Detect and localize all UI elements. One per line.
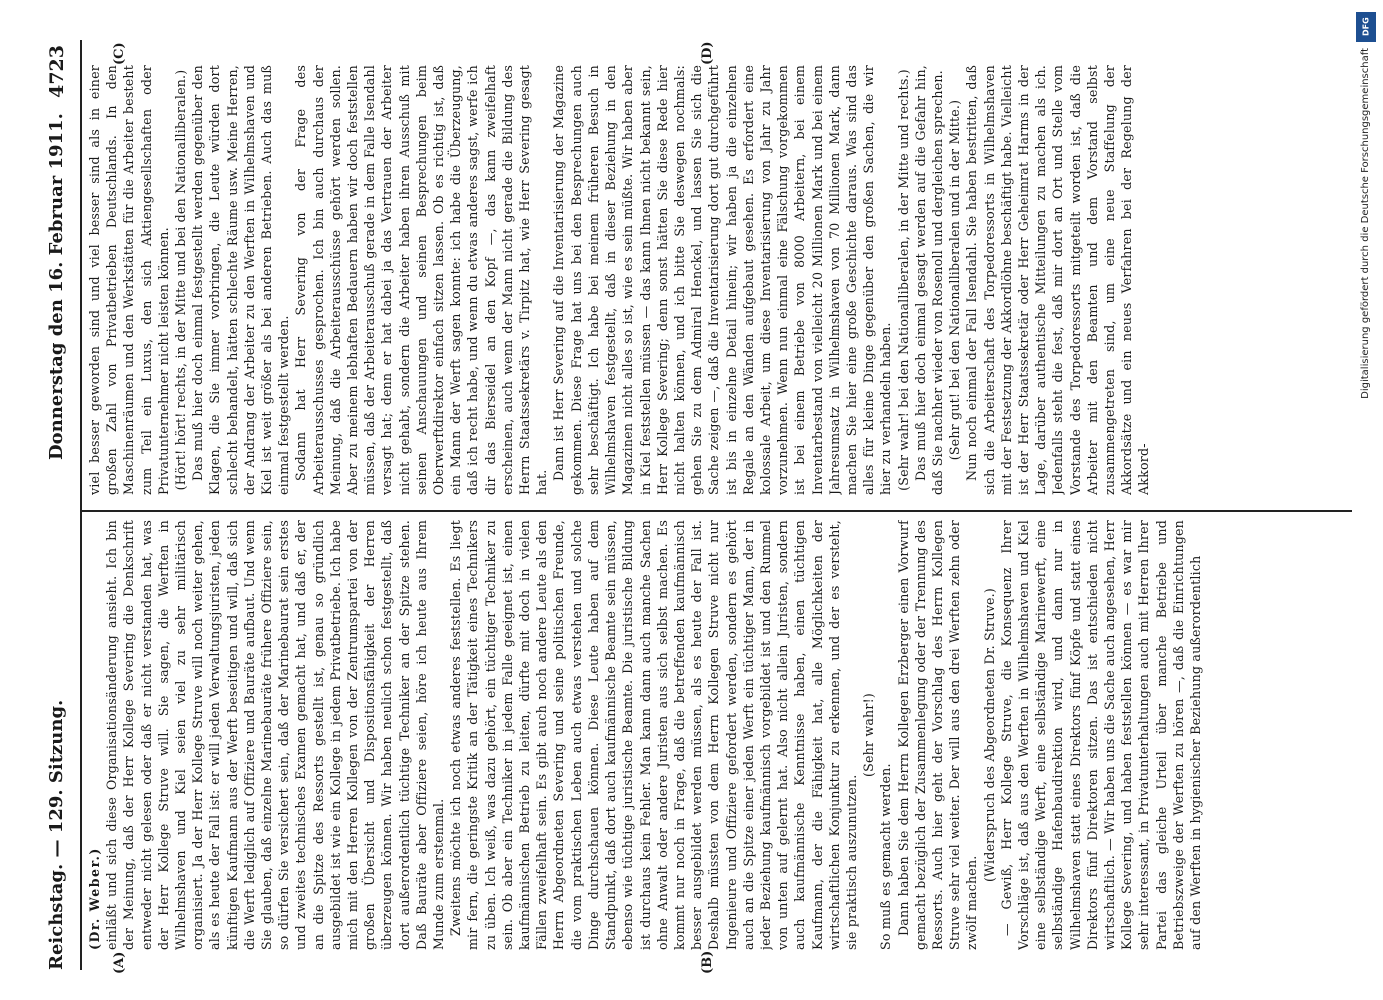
digitization-credit (1352, 8, 1380, 998)
interjection: (Hört! hört! rechts, in der Mitte und bei den Nationalliberalen.) (173, 69, 189, 491)
interjection: (Sehr wahr!) (861, 693, 877, 777)
paragraph: Sodann hat Herr Severing von der Frage des Arbeiterausschusses gesprochen. Ich bin auch durchaus der Meinung, daß die Arbeiterausschüsse gehört werden sollen. Aber zu meinem lebhaften Bedauern haben wir doch feststellen müssen, daß der Arbeiterausschuß gerade in dem Falle Isendahl versagt hat; denn er hat dabei ja das Vertrauen der Arbeiter nicht gehabt, sondern die Arbeiter haben ihren Ausschuß mit seinen Anschauungen und seinen Besprechungen beim Oberwerftdirektor einfach sitzen lassen. Ob es richtig ist, daß ein Mann der Werft sagen konnte: ich habe die Überzeugung, daß ich recht habe, und wenn du etwas anderes sagst, werfe ich dir das Bierseidel an den Kopf —, das kann zweifelhaft erscheinen, auch wenn der Mann nicht gerade die Bildung des Herrn Staatssekretärs v. Tirpitz hat, wie Herr Severing gesagt hat. (293, 65, 550, 495)
interjection: (Sehr gut! bei den Nationalliberalen und in der Mitte.) (947, 99, 963, 461)
paragraph: Das muß hier doch einmal festgestellt werden gegenüber den Klagen, die Sie immer vorbringen, die Leute würden dort schlecht behandelt, hätten schlechte Räume usw. Meine Herren, der Andrang der Arbeiter zu den Werften in Wilhelmshaven und Kiel ist weit größer als bei anderen Betrieben. Auch das muß einmal festgestellt werden. (190, 65, 292, 495)
credit-text: Digitalisierung gefördert durch die Deutsche Forschungsgemeinschaft (1360, 48, 1371, 399)
page-number: 4723 (46, 45, 68, 98)
page-header (40, 45, 80, 970)
paragraph: Zweitens möchte ich noch etwas anderes feststellen. Es liegt mir fern, die geringste Kritik an der Tätigkeit eines Technikers zu üben. Ich weiß, was dazu gehört, ein tüchtiger Techniker zu sein. Ob aber ein Techniker in jedem Falle geeignet ist, einen kaufmännischen Betrieb zu leiten, dürfte mit doch in vielen Fällen zweifelhaft sein. Es gibt auch noch andere Leute als den Herrn Abgeordneten Severing und seine politischen Freunde, die vom praktischen Leben auch etwas verstehen und solche Dinge durchschauen können. Diese Leute haben auf dem Standpunkt, daß dort auch kaufmännische Beamte sein müssen, ebenso wie tüchtige juristische Beamte. Die juristische Bildung ist durchaus kein Fehler. Man kann dann auch manche Sachen ohne Anwalt oder andere Juristen aus sich selbst machen. Es kommt nur noch in Frage, daß die betreffenden kaufmännisch besser ausgebildet werden müssen, als es heute der Fall ist. Deshalb müssten von dem Herrn Kollegen Struve nicht nur Ingenieure und Offiziere gefordert werden, sondern es gehört auch an die Spitze einer jeden Werft ein tüchtiger Mann, der in jeder Beziehung kaufmännisch vorgebildet ist und den Rummel von unten auf gelernt hat. Also nicht allein Juristen, sondern auch kaufmännische Kenntnisse haben, einen tüchtigen Kaufmann, der die Fähigkeit hat, alle Möglichkeiten der wirtschaftlichen Konjunktur zu erkennen, und der es versteht, sie praktisch auszunutzen. (448, 520, 859, 950)
paragraph: viel besser geworden sind und viel besser sind als in einer großen Zahl von Privatbetrieben Deutschlands. In den Maschinenräumen und den Werkstätten für die Arbeiter besteht zum Teil ein Luxus, den sich Aktiengesellschaften oder Privatunternehmer nicht leisten können. (87, 65, 171, 495)
dfg-logo: DFG (1356, 12, 1376, 42)
margin-letter-d: (D) (700, 41, 715, 65)
header-session-title: Reichstag. — 129. Sitzung. (46, 699, 67, 970)
margin-letter-b: (B) (700, 950, 715, 974)
right-text-column (86, 65, 1346, 495)
paragraph: Dann ist Herr Severing auf die Inventarisierung der Magazine gekommen. Diese Frage hat uns bei den Besprechungen auch sehr beschäftigt. Ich habe bei meinem früheren Besuch in Wilhelmshaven festgestellt, daß in dieser Beziehung in den Magazinen nicht alles so ist, wie es sein müßte. Wir haben aber in Kiel feststellen müssen — das kann Ihnen nicht bekannt sein, Herr Kollege Severing; denn sonst hätten Sie diese Rede hier nicht halten können, und ich bitte Sie deswegen nochmals: gehen Sie zu dem Admiral Henckel, und lassen Sie sich die Sache zeigen —, daß die Inventarisierung dort gut durchgeführt ist bis in einzelne Detail hinein; wir haben ja die einzelnen Regale an den Wänden aufgebaut gesehen. Es erfordert eine kolossale Arbeit, um diese Inventarisierung von Jahr zu Jahr vorzunehmen. Wenn nun einmal eine Fälschung vorgekommen ist bei einem Betriebe von 8000 Arbeitern, bei einem Inventarbestand von vielleicht 20 Millionen Mark und bei einem Jahresumsatz in Wilhelmshaven von 70 Millionen Mark, dann machen Sie hier eine große Geschichte daraus. Was sind das alles für kleine Dinge gegenüber den großen Sachen, die wir hier zu verhandeln haben. (551, 65, 894, 495)
paragraph: Das muß hier doch einmal gesagt werden auf die Gefahr hin, daß Sie nachher wieder von Rosenoll und dergleichen sprechen. (912, 65, 945, 495)
speaker-label: (Dr. Weber.) (87, 847, 102, 950)
header-date: Donnerstag den 16. Februar 1911. (46, 113, 67, 460)
paragraph: Dann haben Sie dem Herrn Kollegen Erzberger einen Vorwurf gemacht bezüglich der Zusammenlegung oder der Trennung des Ressorts. Auch hier geht der Vorschlag des Herrn Kollegen Struve sehr viel weiter. Der will aus den drei Werften zehn oder zwölf machen. (895, 520, 980, 950)
paragraph: Nun noch einmal der Fall Isendahl. Sie haben bestritten, daß sich die Arbeiterschaft des Torpedoressorts in Wilhelmshaven mit der Festsetzung der Akkordlöhne beschäftigt habe. Vielleicht ist der Herr Staatssekretär oder Herr Geheimrat Harms in der Lage, darüber authentische Mitteilungen zu machen als ich. Jedenfalls steht die fest, daß mir dort an Ort und Stelle vom Vorstande des Torpedoressorts mitgeteilt worden ist, daß die Arbeiter mit den Beamten und dem Vorstand selbst zusammengetreten sind, um eine neue Staffelung der Akkordsätze und ein neues Verfahren bei der Regelung der Akkord- (964, 65, 1152, 495)
paragraph: So muß es gemacht werden. (878, 763, 894, 950)
interjection: (Widerspruch des Abgeordneten Dr. Struve.) (981, 588, 997, 882)
paragraph: — Gewiß, Herr Kollege Struve, die Konsequenz Ihrer Vorschläge ist, daß aus den Werften in Wilhelmshaven und Kiel eine selbständige Werft, eine selbständige Marinewerft, eine selbständige Hafenbaudirektion wird, und dann nur in Wilhelmshaven statt eines Direktors fünf Köpfe und statt eines Direktors fünf Direktoren sitzen. Das ist entschieden nicht wirtschaftlich. — Wir haben uns die Sache auch angesehen, Herr Kollege Severing, und haben feststellen können — es war mir sehr interessant, in Privatunterhaltungen auch mit Herren Ihrer Partei das gleiche Urteil über manche Betriebe und Betriebszweige der Werften zu hören —, daß die Einrichtungen auf den Werften in hygienischer Beziehung außerordentlich (998, 520, 1203, 950)
interjection: (Sehr wahr! bei den Nationalliberalen, in der Mitte und rechts.) (895, 69, 911, 491)
margin-letter-a: (A) (112, 951, 127, 974)
header-rule (80, 40, 82, 970)
margin-letter-c: (C) (112, 42, 127, 65)
column-divider (82, 510, 1352, 512)
paragraph: einläßt und sich diese Organisationsänderung ansieht. Ich bin der Meinung, daß der Herr Kollege Severing die Denkschrift entweder nicht gelesen oder daß er nicht verstanden hat, was der Herr Kollege Struve will. Sie sagen, die Werften in Wilhelmshaven und Kiel seien viel zu sehr militärisch organisiert. Ja der Herr Kollege Struve will noch weiter gehen, als es heute der Fall ist: er will jeden Verwaltungsjuristen, jeden künftigen Kaufmann aus der Werft beseitigen und will, daß sich die Werft lediglich auf Offiziere und Bauräte aufbaut. Und wenn Sie glauben, daß einzelne Marinebauräte frühere Offiziere sein, so dürfen Sie versichert sein, daß der Marinebaurat sein erstes und zweites technisches Examen gemacht hat, und daß er, der an die Spitze des Ressorts gestellt ist, genau so gründlich ausgebildet ist wie ein Kollege in jedem Privatbetriebe. Ich habe mich mit den Herren Kollegen von der Zentrumspartei von der großen Übersicht und Dispositionsfähigkeit der Herren überzeugen können. Wir haben neulich schon festgestellt, daß dort außerordentlich tüchtige Techniker an der Spitze stehen. Daß Bauräte aber Offiziere seien, höre ich heute aus Ihrem Munde zum erstenmal. (104, 520, 447, 950)
left-text-column (86, 520, 1346, 950)
